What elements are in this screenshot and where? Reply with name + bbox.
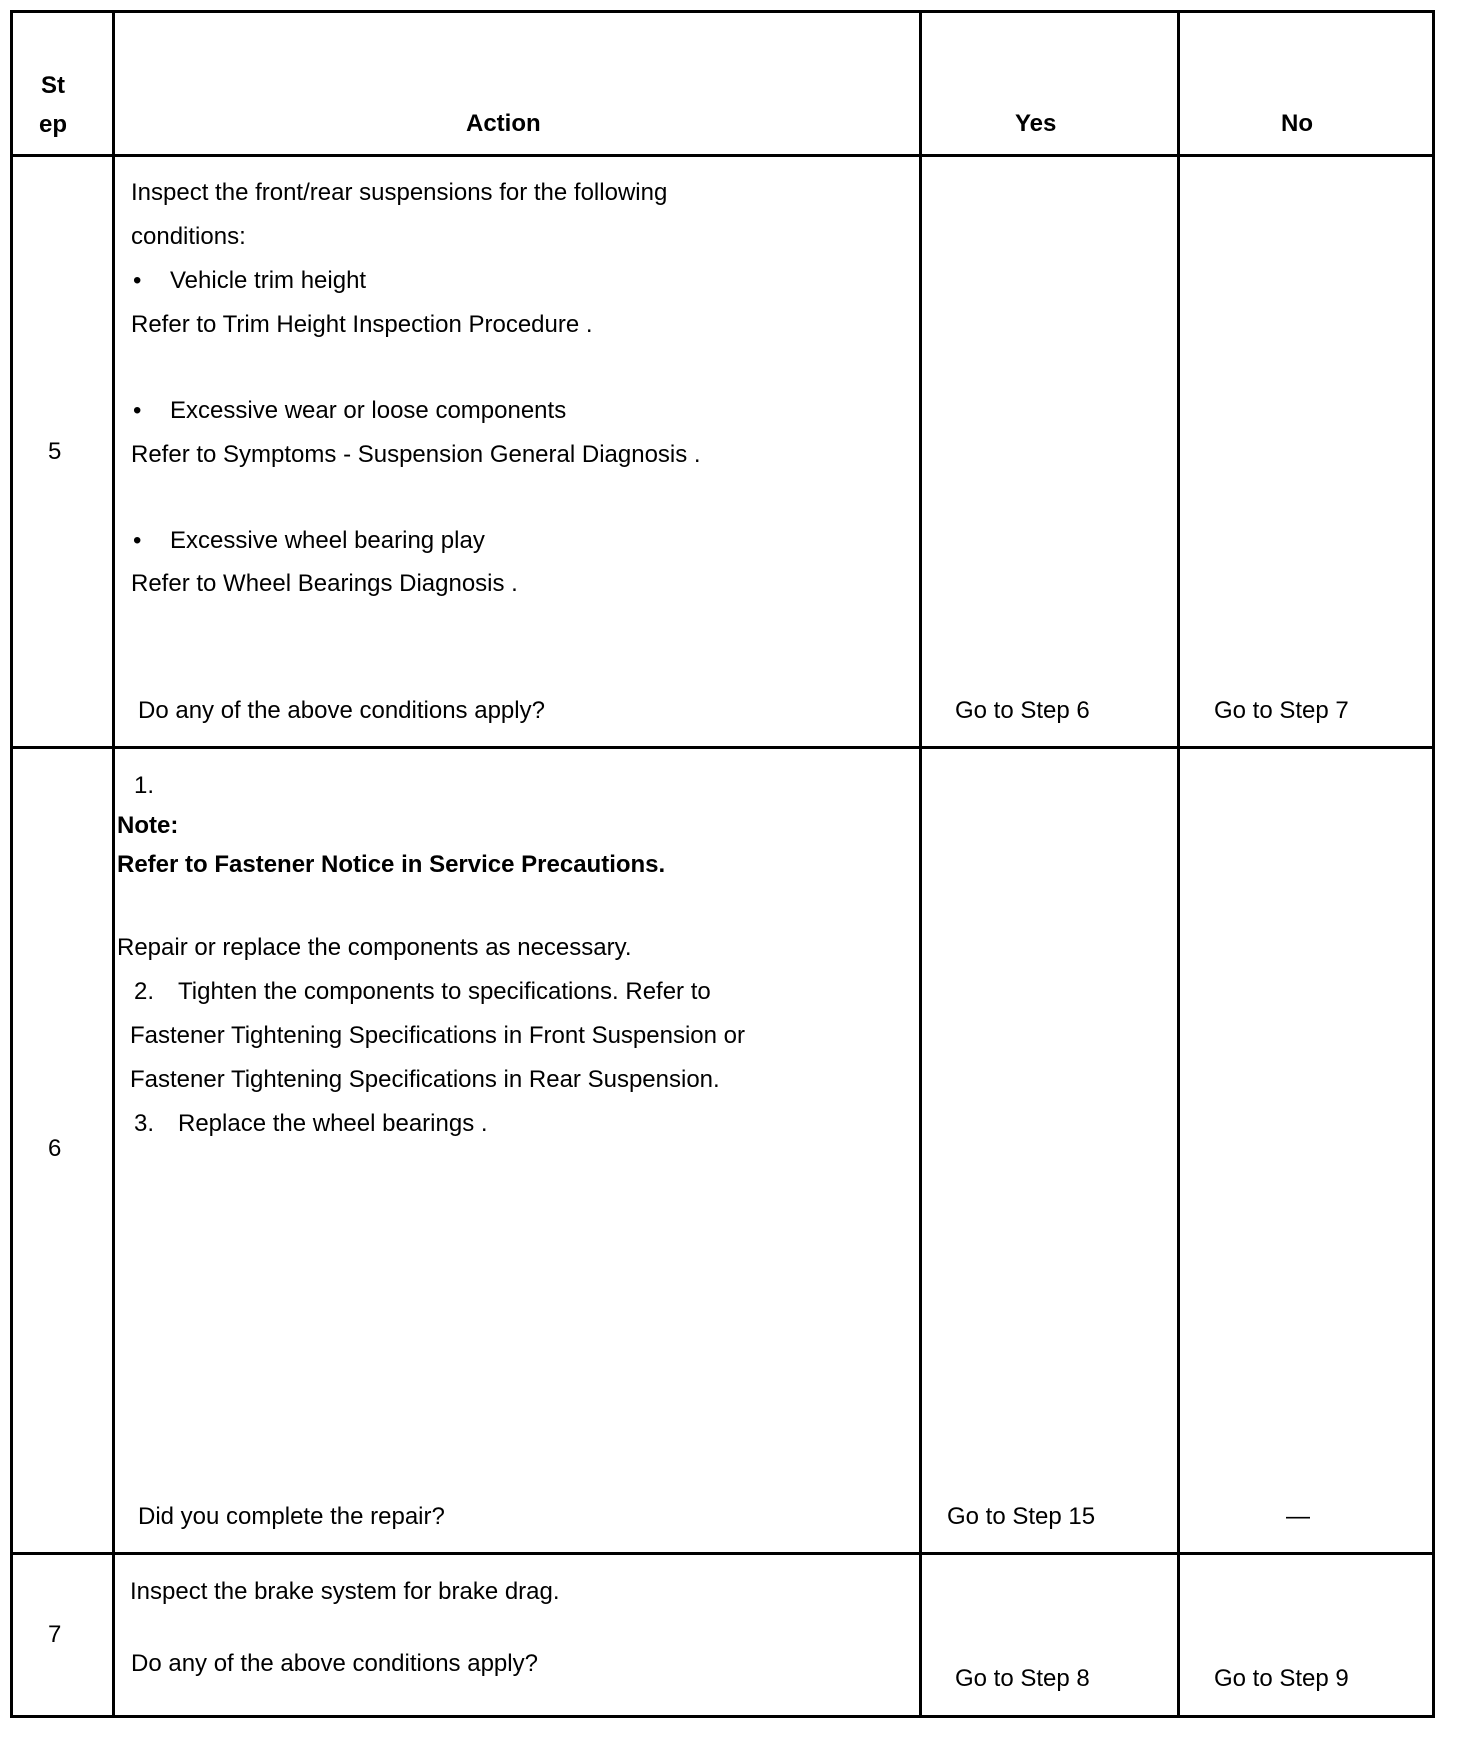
- bullet: •: [133, 527, 142, 554]
- action-question: Did you complete the repair?: [138, 1503, 445, 1530]
- col-divider-yes: [1177, 10, 1180, 1718]
- row-divider-5: [10, 746, 1435, 749]
- yes-result: Go to Step 8: [955, 1665, 1090, 1692]
- col-divider-action: [919, 10, 922, 1718]
- action-line: conditions:: [131, 223, 246, 250]
- table-border-top: [10, 10, 1433, 13]
- header-action: Action: [466, 110, 541, 137]
- list-number: 1.: [134, 772, 155, 799]
- header-no: No: [1281, 110, 1313, 137]
- action-line: Fastener Tightening Specifications in Rear Suspension.: [130, 1066, 720, 1093]
- bullet: •: [133, 397, 142, 424]
- action-question: Do any of the above conditions apply?: [131, 1650, 538, 1677]
- header-yes: Yes: [1015, 110, 1057, 137]
- step-number: 7: [48, 1621, 62, 1648]
- row-divider-header: [10, 154, 1435, 157]
- action-question: Do any of the above conditions apply?: [138, 697, 545, 724]
- note-text: Refer to Fastener Notice in Service Precautions.: [117, 851, 666, 878]
- action-line: Inspect the front/rear suspensions for the following: [131, 179, 668, 206]
- action-line: Refer to Symptoms - Suspension General Diagnosis .: [131, 441, 701, 468]
- action-line: Refer to Wheel Bearings Diagnosis .: [131, 570, 518, 597]
- step-number: 6: [48, 1135, 62, 1162]
- action-line: Fastener Tightening Specifications in Front Suspension or: [130, 1022, 746, 1049]
- list-number: 3.: [134, 1110, 155, 1137]
- action-line: Tighten the components to specifications. Refer to: [178, 978, 711, 1005]
- action-line: Vehicle trim height: [170, 267, 367, 294]
- header-step-line2: ep: [39, 111, 68, 138]
- note-label: Note:: [117, 812, 179, 839]
- table-border-left: [10, 10, 13, 1718]
- step-number: 5: [48, 438, 62, 465]
- row-divider-6: [10, 1552, 1435, 1555]
- action-line: Replace the wheel bearings .: [178, 1110, 488, 1137]
- action-line: Excessive wear or loose components: [170, 397, 567, 424]
- no-result: —: [1286, 1503, 1310, 1530]
- action-line: Repair or replace the components as necessary.: [117, 934, 632, 961]
- list-number: 2.: [134, 978, 155, 1005]
- yes-result: Go to Step 15: [947, 1503, 1096, 1530]
- action-line: Excessive wheel bearing play: [170, 527, 485, 554]
- table-border-bottom: [10, 1715, 1433, 1718]
- action-line: Refer to Trim Height Inspection Procedure .: [131, 311, 593, 338]
- yes-result: Go to Step 6: [955, 697, 1090, 724]
- action-line: Inspect the brake system for brake drag.: [130, 1578, 560, 1605]
- header-step-line1: St: [41, 72, 65, 99]
- no-result: Go to Step 9: [1214, 1665, 1349, 1692]
- col-divider-step: [112, 10, 115, 1718]
- no-result: Go to Step 7: [1214, 697, 1349, 724]
- bullet: •: [133, 267, 142, 294]
- table-border-right: [1432, 10, 1435, 1718]
